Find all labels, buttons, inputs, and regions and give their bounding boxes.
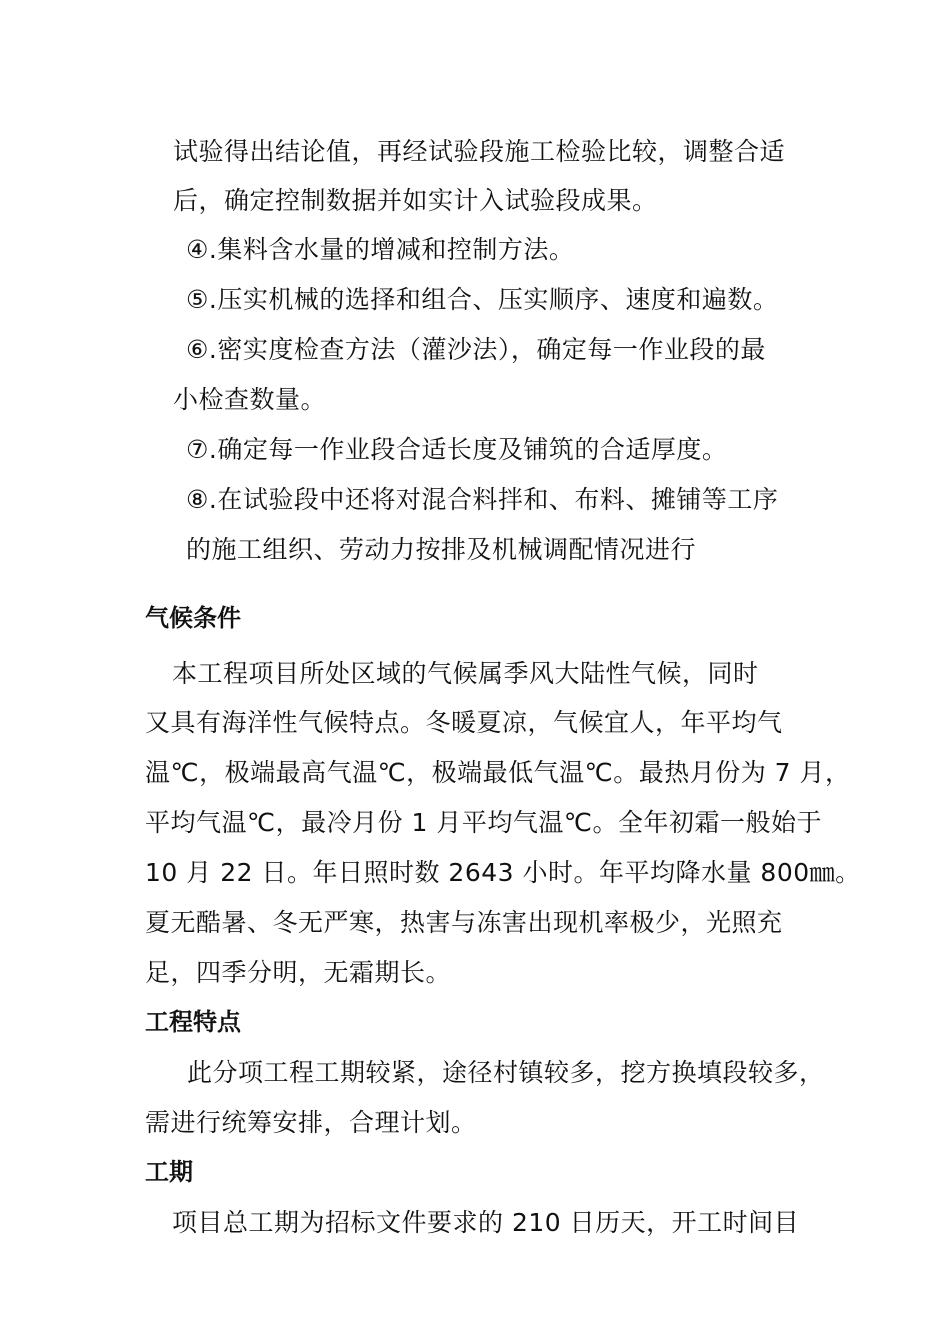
list-item-4: ④.集料含水量的增减和控制方法。 [186,235,575,264]
climate-line-5: 10 月 22 日。年日照时数 2643 小时。年平均降水量 800㎜。 [145,858,861,887]
climate-line-4: 平均气温℃，最冷月份 1 月平均气温℃。全年初霜一般始于 [145,808,822,837]
list-item-8-line-2: 的施工组织、劳动力按排及机械调配情况进行 [186,535,697,564]
features-line-2: 需进行统筹安排，合理计划。 [145,1108,477,1137]
climate-line-3: 温℃，极端最高气温℃，极端最低气温℃。最热月份为 7 月， [145,758,851,787]
section-heading-project-features: 工程特点 [145,1008,241,1036]
intro-line-1: 试验得出结论值，再经试验段施工检验比较，调整合适 [173,137,786,166]
schedule-line-1: 项目总工期为招标文件要求的 210 日历天，开工时间目 [172,1208,800,1237]
climate-line-1: 本工程项目所处区域的气候属季风大陆性气候，同时 [172,659,759,688]
intro-line-2: 后，确定控制数据并如实计入试验段成果。 [173,186,658,215]
climate-line-7: 足，四季分明，无霜期长。 [145,958,452,987]
list-item-7: ⑦.确定每一作业段合适长度及铺筑的合适厚度。 [186,435,728,464]
features-line-1: 此分项工程工期较紧，途径村镇较多，挖方换填段较多， [187,1058,825,1087]
list-item-6-line-1: ⑥.密实度检查方法（灌沙法），确定每一作业段的最 [186,335,766,364]
climate-line-6: 夏无酷暑、冬无严寒，热害与冻害出现机率极少，光照充 [145,908,783,937]
list-item-8-line-1: ⑧.在试验段中还将对混合料拌和、布料、摊铺等工序 [186,485,779,514]
list-item-5: ⑤.压实机械的选择和组合、压实顺序、速度和遍数。 [186,285,779,314]
climate-line-2: 又具有海洋性气候特点。冬暖夏凉，气候宜人，年平均气 [145,708,783,737]
section-heading-schedule: 工期 [145,1158,193,1186]
section-heading-climate: 气候条件 [145,604,241,632]
list-item-6-line-2: 小检查数量。 [173,385,327,414]
